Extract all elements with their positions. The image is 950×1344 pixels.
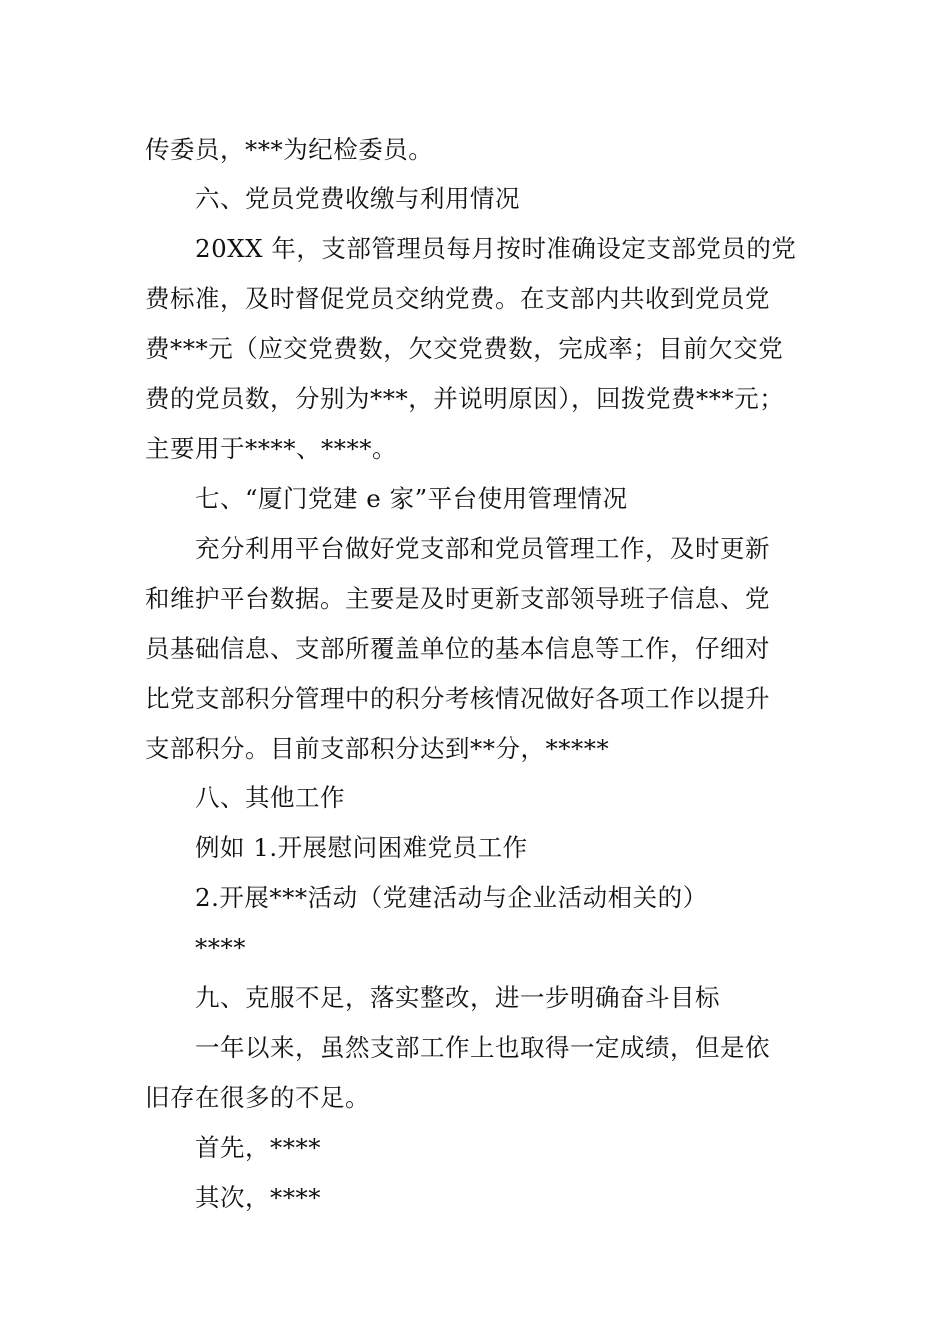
list-item: 例如 1.开展慰问困难党员工作 bbox=[195, 833, 528, 862]
paragraph-line: **** bbox=[195, 933, 246, 962]
list-item: 2.开展***活动（党建活动与企业活动相关的） bbox=[195, 883, 708, 912]
section-heading-7: 七、“厦门党建 e 家”平台使用管理情况 bbox=[195, 484, 628, 513]
paragraph-line: 主要用于****、****。 bbox=[145, 434, 397, 463]
paragraph-line: 和维护平台数据。主要是及时更新支部领导班子信息、党 bbox=[145, 584, 770, 613]
paragraph-line: 支部积分。目前支部积分达到**分，***** bbox=[145, 734, 610, 763]
section-heading-9: 九、克服不足，落实整改，进一步明确奋斗目标 bbox=[195, 983, 720, 1012]
paragraph-line: 充分利用平台做好党支部和党员管理工作，及时更新 bbox=[195, 534, 770, 563]
section-heading-8: 八、其他工作 bbox=[195, 783, 345, 812]
paragraph-line: 员基础信息、支部所覆盖单位的基本信息等工作，仔细对 bbox=[145, 634, 770, 663]
paragraph-line: 比党支部积分管理中的积分考核情况做好各项工作以提升 bbox=[145, 684, 770, 713]
paragraph-line: 费标准，及时督促党员交纳党费。在支部内共收到党员党 bbox=[145, 284, 770, 313]
paragraph-line: 首先，**** bbox=[195, 1133, 321, 1162]
paragraph-line: 费***元（应交党费数，欠交党费数，完成率；目前欠交党 bbox=[145, 334, 784, 363]
paragraph-line: 20XX 年，支部管理员每月按时准确设定支部党员的党 bbox=[195, 234, 797, 263]
section-heading-6: 六、党员党费收缴与利用情况 bbox=[195, 184, 520, 213]
paragraph-line: 旧存在很多的不足。 bbox=[145, 1083, 370, 1112]
paragraph-line: 一年以来，虽然支部工作上也取得一定成绩，但是依 bbox=[195, 1033, 770, 1062]
paragraph-line: 其次，**** bbox=[195, 1183, 321, 1212]
paragraph-line: 费的党员数，分别为***，并说明原因），回拨党费***元； bbox=[145, 384, 785, 413]
paragraph-line: 传委员，***为纪检委员。 bbox=[145, 135, 434, 164]
